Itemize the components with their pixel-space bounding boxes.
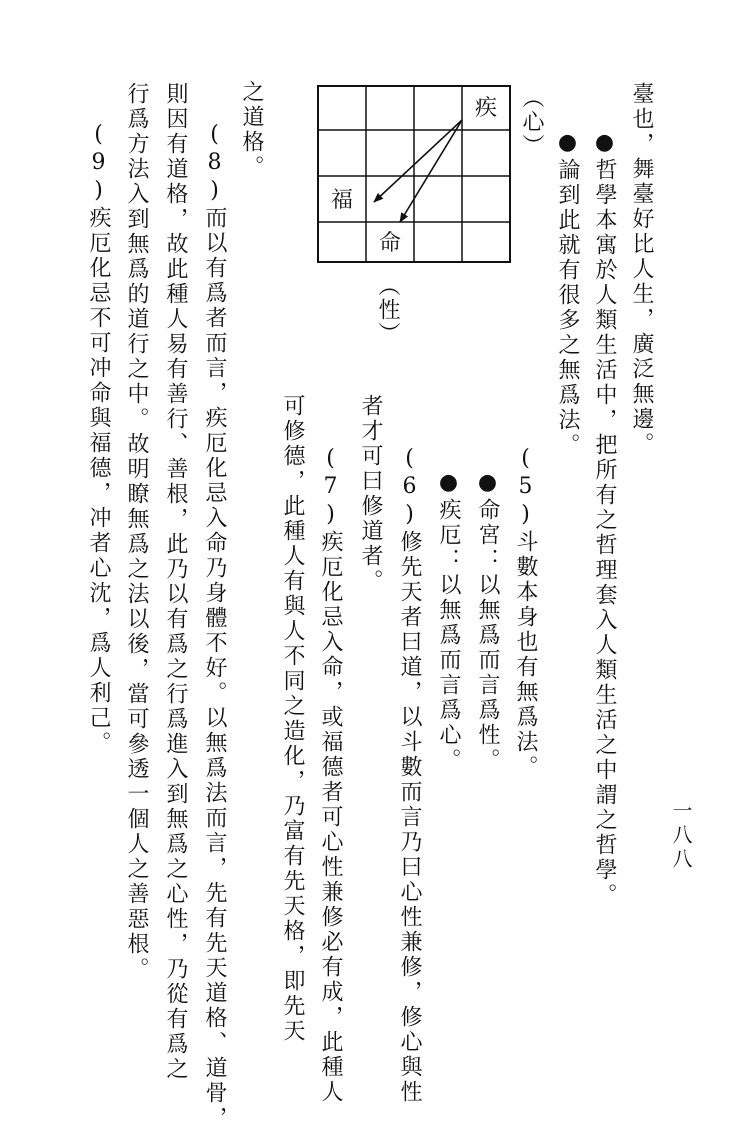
palace-grid-svg bbox=[316, 84, 512, 264]
text-column-11: 之道格。 bbox=[239, 80, 264, 180]
diagram-label-xing: （性） bbox=[375, 274, 400, 346]
text-column-4: (5)斗數本身也有無爲法。 bbox=[513, 446, 538, 780]
page-number: 一八八 bbox=[669, 800, 693, 872]
text-column-9: (7)疾厄化忌入命，或福德者可心性兼修必有成，此種人 bbox=[318, 446, 343, 1105]
cell-ming: 命 bbox=[378, 231, 402, 256]
text-column-12: (8)而以有爲者而言，疾厄化忌入命乃身體不好。以無爲法而言，先有先天道格、道骨， bbox=[202, 122, 227, 1131]
cell-fu: 福 bbox=[330, 188, 354, 213]
palace-grid-diagram bbox=[316, 84, 512, 264]
cell-ji: 疾 bbox=[474, 96, 498, 121]
text-column-3: ●論到此就有很多之無爲法。 bbox=[555, 130, 580, 458]
text-column-6: ●疾厄：以無爲而言爲心。 bbox=[436, 470, 461, 773]
text-column-10: 可修德，此種人有與人不同之造化，乃富有先天格，即先天 bbox=[280, 394, 305, 1044]
text-column-5: ●命宮：以無爲而言爲性。 bbox=[475, 470, 500, 773]
diagram-label-xin: （心） bbox=[519, 86, 544, 158]
text-column-14: 行爲方法入到無爲的道行之中。故明瞭無爲之法以後，當可參透一個人之善惡根。 bbox=[124, 82, 149, 982]
text-column-1: 臺也，舞臺好比人生，廣泛無邊。 bbox=[629, 82, 654, 457]
text-column-7: (6)修先天者曰道，以斗數而言乃曰心性兼修，修心與性 bbox=[397, 446, 422, 1105]
arrow-ji-to-fu bbox=[374, 120, 462, 202]
text-column-8: 者才可曰修道者。 bbox=[358, 394, 383, 594]
text-column-13: 則因有道格，故此種人易有善行、善根，此乃以有爲之行爲進入到無爲之心性，乃從有爲之 bbox=[163, 82, 188, 1082]
arrow-ji-to-ming bbox=[400, 120, 462, 222]
text-column-2: ●哲學本寓於人類生活中，把所有之哲理套入人類生活之中謂之哲學。 bbox=[592, 130, 617, 908]
text-column-15: (9)疾厄化忌不可冲命與福德，冲者心沈，爲人利己。 bbox=[86, 122, 111, 756]
